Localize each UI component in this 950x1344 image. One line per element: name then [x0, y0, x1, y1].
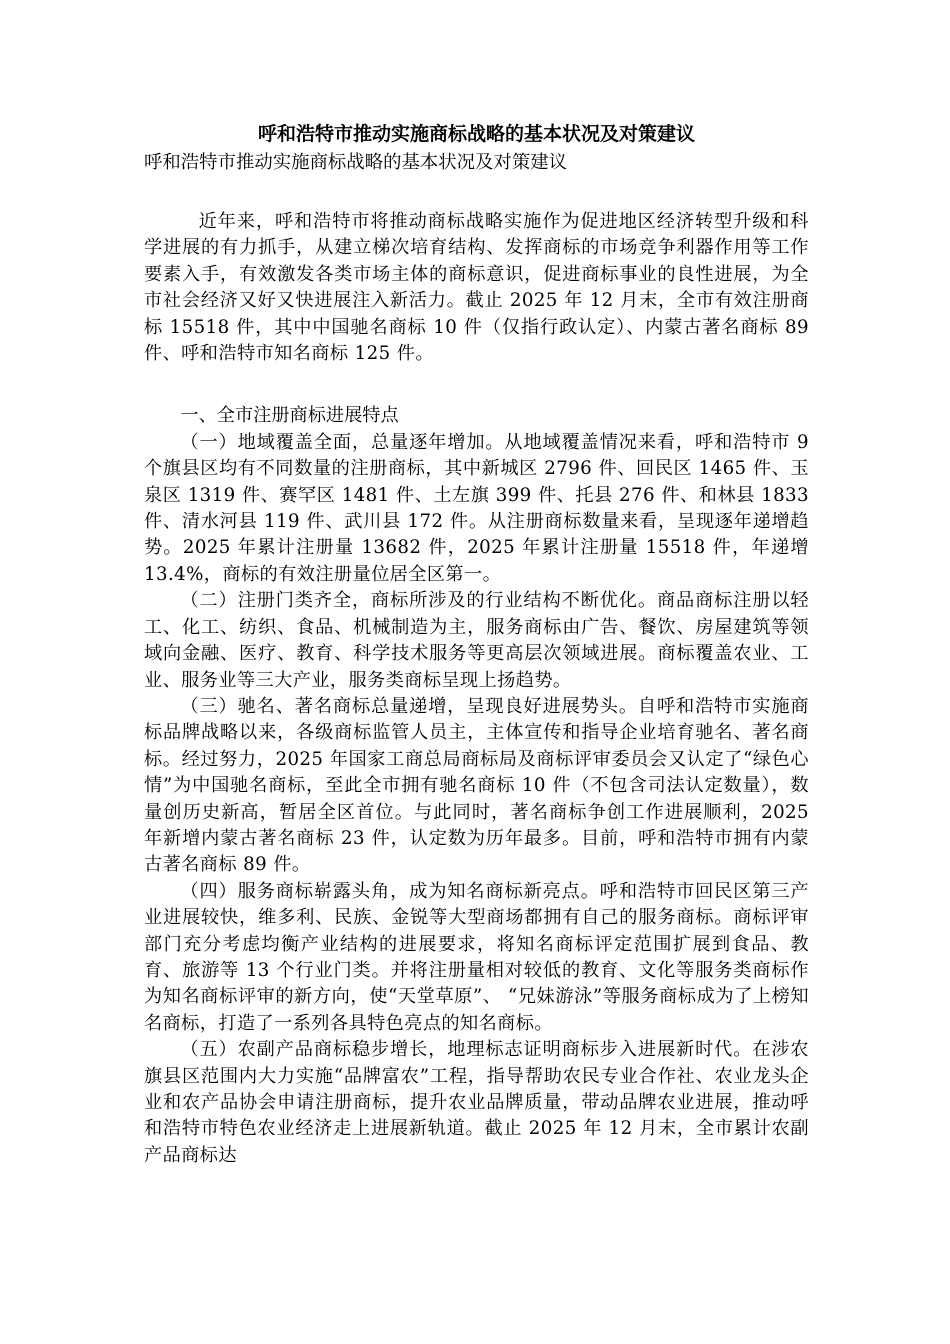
intro-paragraph: 近年来，呼和浩特市将推动商标战略实施作为促进地区经济转型升级和科学进展的有力抓手，从建立梯次培育结构、发挥商标的市场竞争利器作用等工作要素入手，有效激发各类市场主体的商标意识，促进商标事业的良性进展，为全市社会经济又好又快进展注入新活力。截止 2025 年 12 月末，全市有效注册商标 15518 件，其中中国驰名商标 10 件（仅指行政认定）、内蒙古著名商标 89 件、呼和浩特市知名商标 125 件。: [144, 211, 809, 365]
paragraph-4: （四）服务商标崭露头角，成为知名商标新亮点。呼和浩特市回民区第三产业进展较快，维多利、民族、金锐等大型商场都拥有自己的服务商标。商标评审部门充分考虑均衡产业结构的进展要求，将知名商标评定范围扩展到食品、教育、旅游等 13 个行业门类。并将注册量相对较低的教育、文化等服务类商标作为知名商标评审的新方向，使“天堂草原”、 “兄妹游泳”等服务商标成为了上榜知名商标，打造了一系列各具特色亮点的知名商标。: [144, 880, 809, 1034]
paragraph-5: （五）农副产品商标稳步增长，地理标志证明商标步入进展新时代。在涉农旗县区范围内大力实施“品牌富农”工程，指导帮助农民专业合作社、农业龙头企业和农产品协会申请注册商标，提升农业品牌质量，带动品牌农业进展，推动呼和浩特市特色农业经济走上进展新轨道。截止 2025 年 12 月末，全市累计农副产品商标达: [144, 1039, 809, 1166]
section-heading: 一、全市注册商标进展特点: [180, 405, 399, 427]
document-page: [144, 118, 809, 1169]
paragraph-2: （二）注册门类齐全，商标所涉及的行业结构不断优化。商品商标注册以轻工、化工、纺织、食品、机械制造为主，服务商标由广告、餐饮、房屋建筑等领域向金融、医疗、教育、科学技术服务等更高层次领域进展。商标覆盖农业、工业、服务业等三大产业，服务类商标呈现上扬趋势。: [144, 590, 809, 691]
document-title: 呼和浩特市推动实施商标战略的基本状况及对策建议: [257, 123, 695, 145]
paragraph-3: （三）驰名、著名商标总量递增，呈现良好进展势头。自呼和浩特市实施商标品牌战略以来，各级商标监管人员主，主体宣传和指导企业培育驰名、著名商标。经过努力，2025 年国家工商总局商标局及商标评审委员会又认定了“绿色心情”为中国驰名商标，至此全市拥有驰名商标 10 件（不包含司法认定数量），数量创历史新高，暂居全区首位。与此同时，著名商标争创工作进展顺利，2025 年新增内蒙古著名商标 23 件，认定数为历年最多。目前，呼和浩特市拥有内蒙古著名商标 89 件。: [144, 695, 809, 876]
paragraph-1: （一）地域覆盖全面，总量逐年增加。从地域覆盖情况来看，呼和浩特市 9 个旗县区均有不同数量的注册商标，其中新城区 2796 件、回民区 1465 件、玉泉区 1319 件、赛罕区 1481 件、土左旗 399 件、托县 276 件、和林县 1833 件、清水河县 119 件、武川县 172 件。从注册商标数量来看，呈现逐年递增趋势。2025 年累计注册量 13682 件，2025 年累计注册量 15518 件，年递增 13.4%，商标的有效注册量位居全区第一。: [144, 431, 809, 585]
document-subtitle: 呼和浩特市推动实施商标战略的基本状况及对策建议: [144, 152, 567, 173]
